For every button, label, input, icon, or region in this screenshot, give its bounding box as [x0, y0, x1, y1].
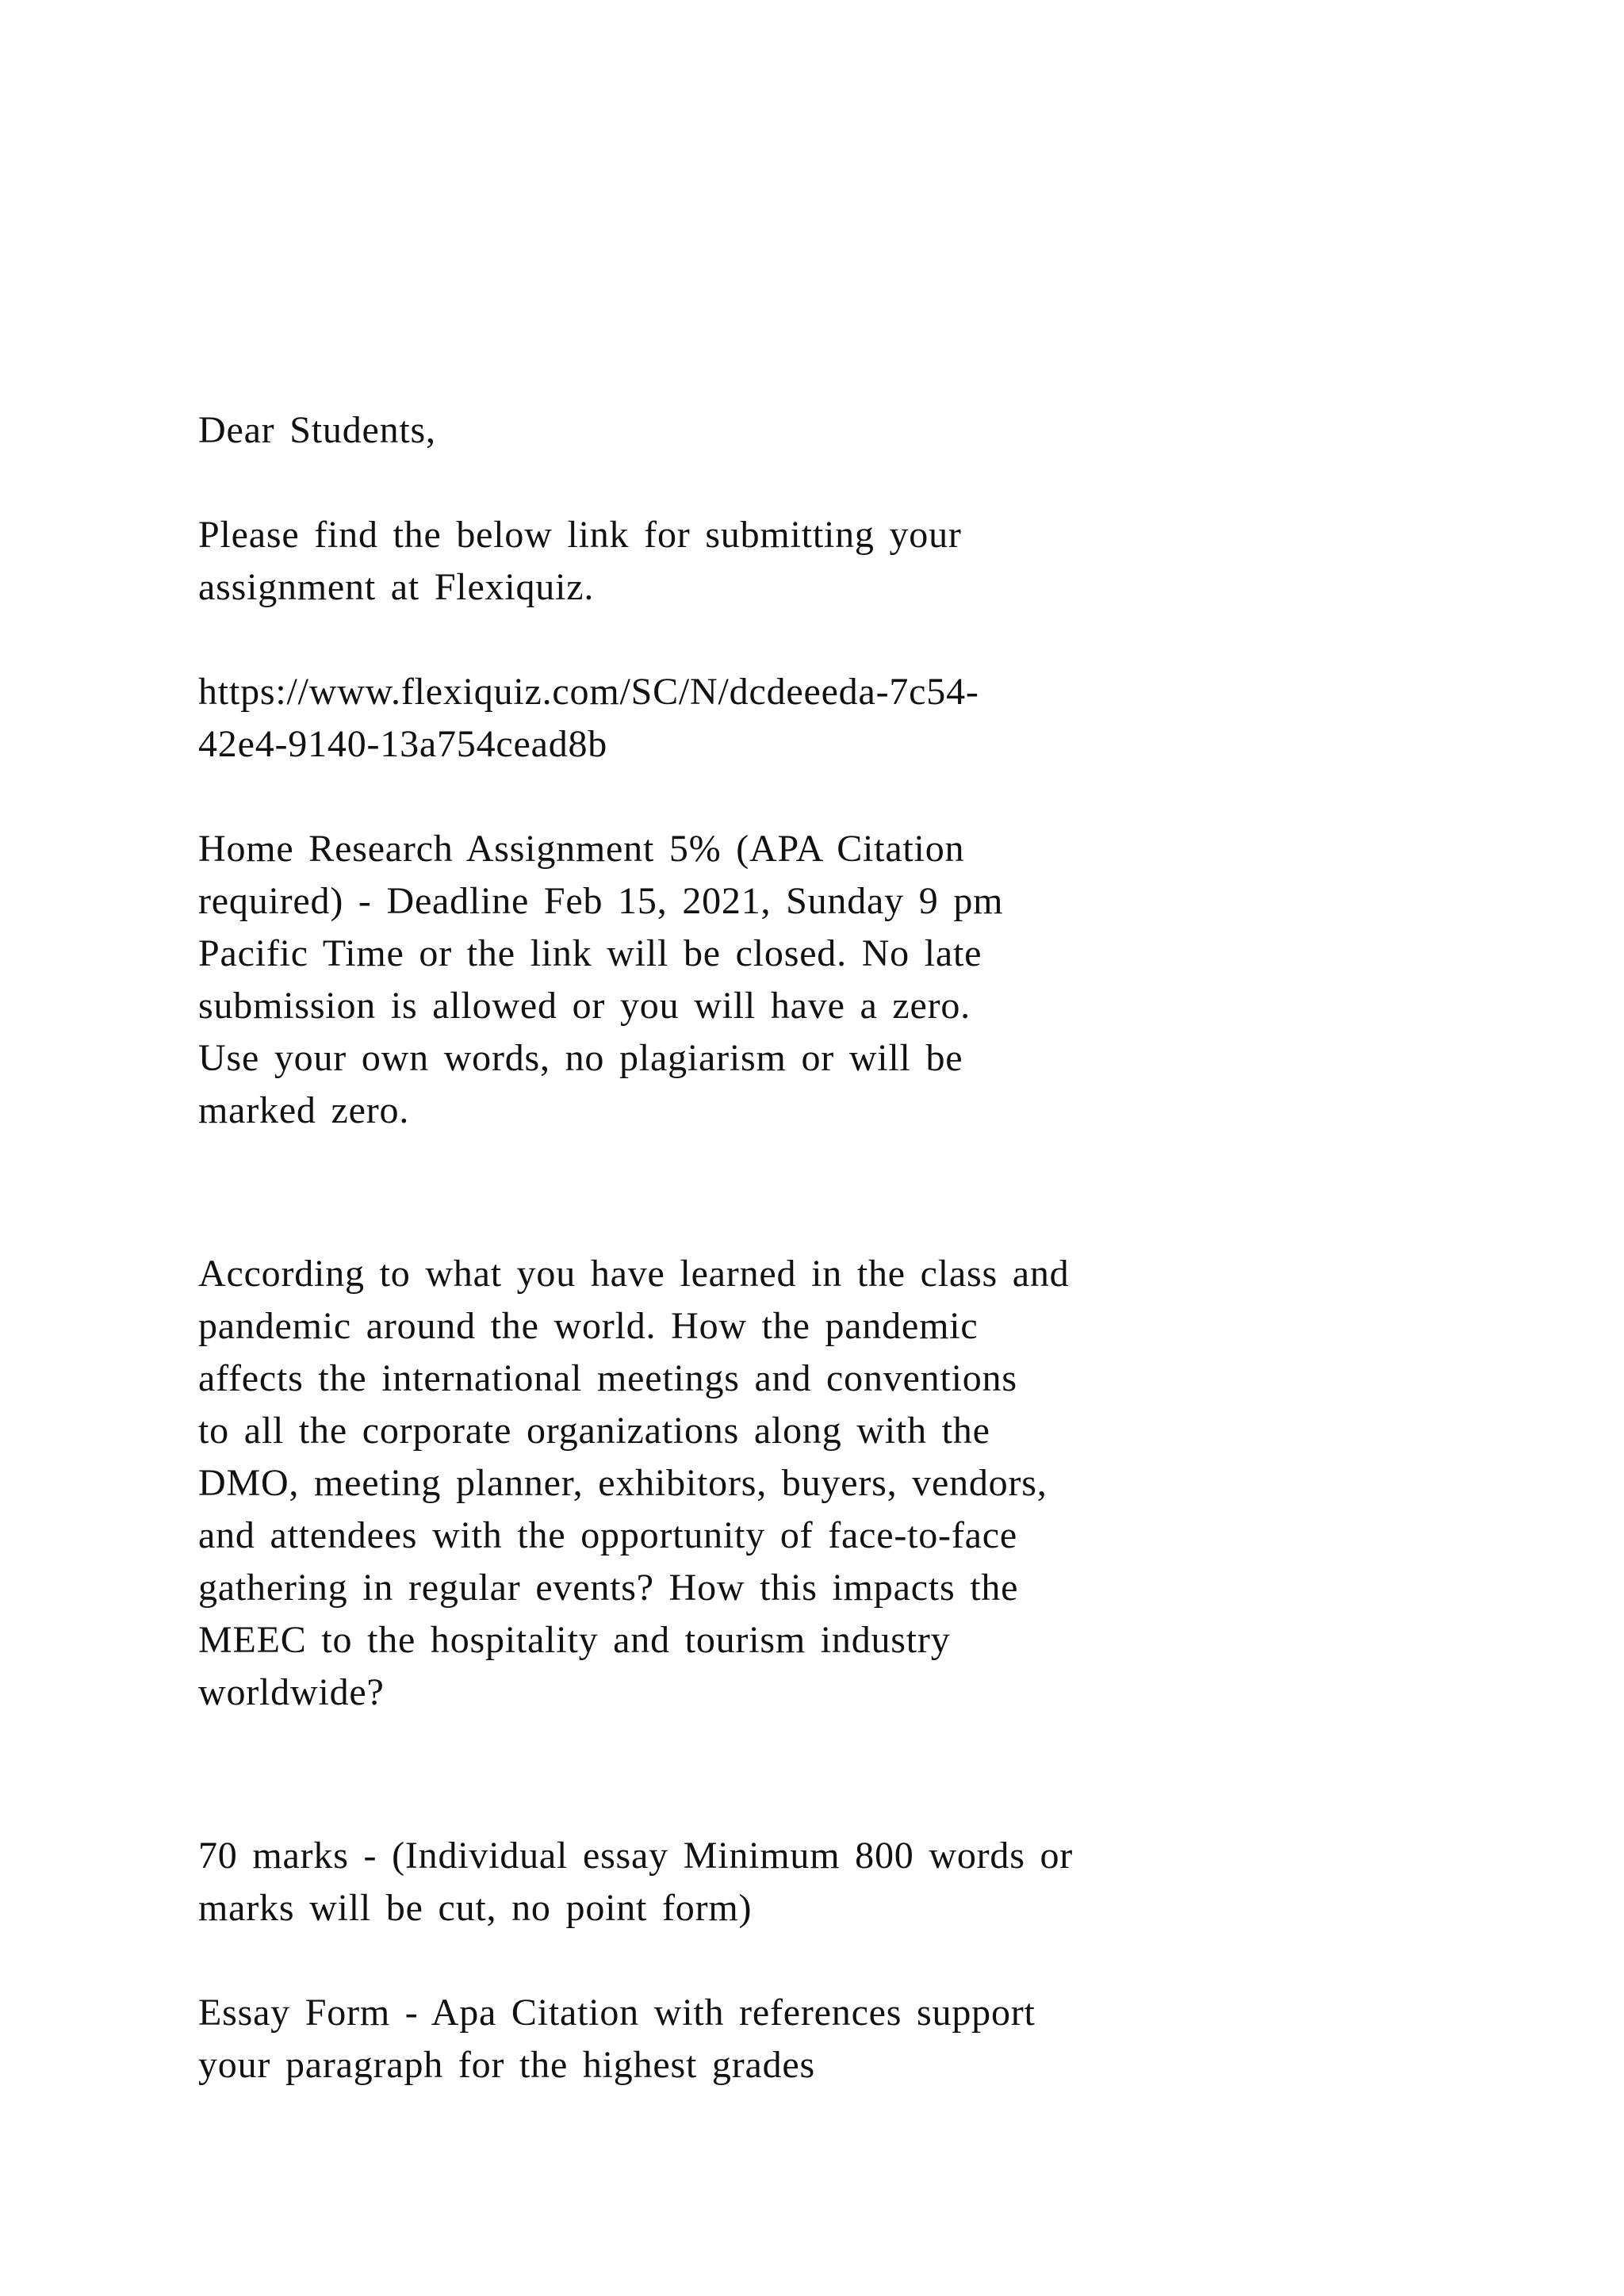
assignment-paragraph	[198, 823, 1435, 1137]
intro-paragraph	[198, 509, 1435, 614]
spacer	[198, 1719, 1435, 1830]
link-line-1: https://www.flexiquiz.com/SC/N/dcdeeeda-7c54-	[198, 671, 979, 713]
assignment-line-5: Use your own words, no plagiarism or will be	[198, 1037, 963, 1079]
intro-line-1: Please find the below link for submitting your	[198, 514, 962, 556]
question-line-2: pandemic around the world. How the pandemic	[198, 1305, 979, 1347]
assignment-line-4: submission is allowed or you will have a zero.	[198, 985, 971, 1027]
question-paragraph	[198, 1248, 1435, 1719]
assignment-line-2: required) - Deadline Feb 15, 2021, Sunday 9 pm	[198, 880, 1004, 922]
link-line-2: 42e4-9140-13a754cead8b	[198, 723, 608, 765]
assignment-line-3: Pacific Time or the link will be closed. No late	[198, 932, 982, 974]
question-line-3: affects the international meetings and conventions	[198, 1357, 1017, 1399]
greeting	[198, 404, 1435, 457]
essay-form-line-2: your paragraph for the highest grades	[198, 2044, 816, 2086]
spacer	[198, 771, 1435, 823]
marks-line-2: marks will be cut, no point form)	[198, 1887, 753, 1929]
question-line-1: According to what you have learned in the class and	[198, 1253, 1070, 1295]
question-line-5: DMO, meeting planner, exhibitors, buyers, vendors,	[198, 1462, 1048, 1504]
submission-link	[198, 666, 1435, 771]
marks-line-1: 70 marks - (Individual essay Minimum 800 words or	[198, 1835, 1074, 1877]
spacer	[198, 1137, 1435, 1248]
intro-line-2: assignment at Flexiquiz.	[198, 566, 595, 608]
document-body	[198, 404, 1435, 2091]
spacer	[198, 614, 1435, 666]
spacer	[198, 1934, 1435, 1987]
question-line-6: and attendees with the opportunity of face-to-face	[198, 1514, 1017, 1556]
question-line-9: worldwide?	[198, 1671, 385, 1713]
question-line-8: MEEC to the hospitality and tourism industry	[198, 1619, 951, 1661]
spacer	[198, 457, 1435, 509]
greeting-line: Dear Students,	[198, 409, 436, 451]
marks-paragraph	[198, 1830, 1435, 1934]
essay-form-line-1: Essay Form - Apa Citation with references support	[198, 1992, 1036, 2034]
essay-form-paragraph	[198, 1987, 1435, 2091]
assignment-line-6: marked zero.	[198, 1089, 410, 1131]
question-line-7: gathering in regular events? How this impacts the	[198, 1567, 1019, 1609]
assignment-line-1: Home Research Assignment 5% (APA Citation	[198, 828, 965, 870]
question-line-4: to all the corporate organizations along with the	[198, 1410, 990, 1452]
